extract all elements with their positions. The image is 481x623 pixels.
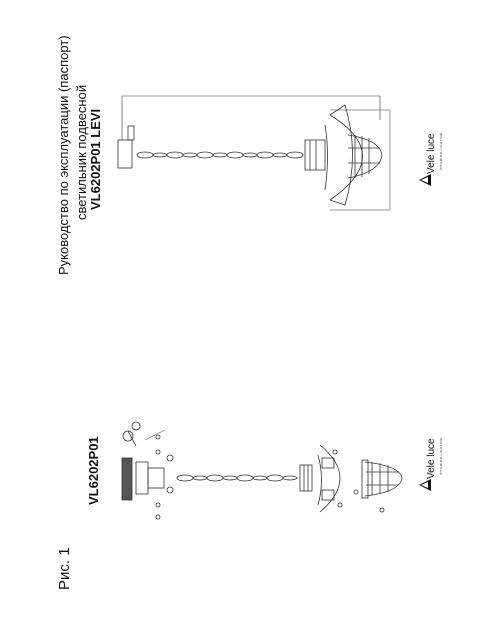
figure-model: VL6202P01 bbox=[86, 436, 101, 505]
brand-name: Vele luce bbox=[426, 133, 437, 174]
pendant-drawing-assembled bbox=[118, 96, 390, 210]
figure-label: Рис. 1 bbox=[56, 547, 73, 590]
manual-subtitle: светильник подвесной bbox=[74, 84, 89, 220]
chain bbox=[177, 475, 297, 481]
brand-name: Vele luce bbox=[426, 438, 437, 479]
chain bbox=[137, 152, 303, 158]
manual-model: VL6202P01 LEVI bbox=[88, 108, 103, 210]
brand-tagline: INTERIOR LIGHTING bbox=[439, 132, 443, 170]
brand-tagline: INTERIOR LIGHTING bbox=[439, 437, 443, 475]
pendant-drawing-exploded bbox=[122, 422, 402, 519]
manual-title: Руководство по эксплуатации (паспорт) bbox=[56, 35, 71, 275]
